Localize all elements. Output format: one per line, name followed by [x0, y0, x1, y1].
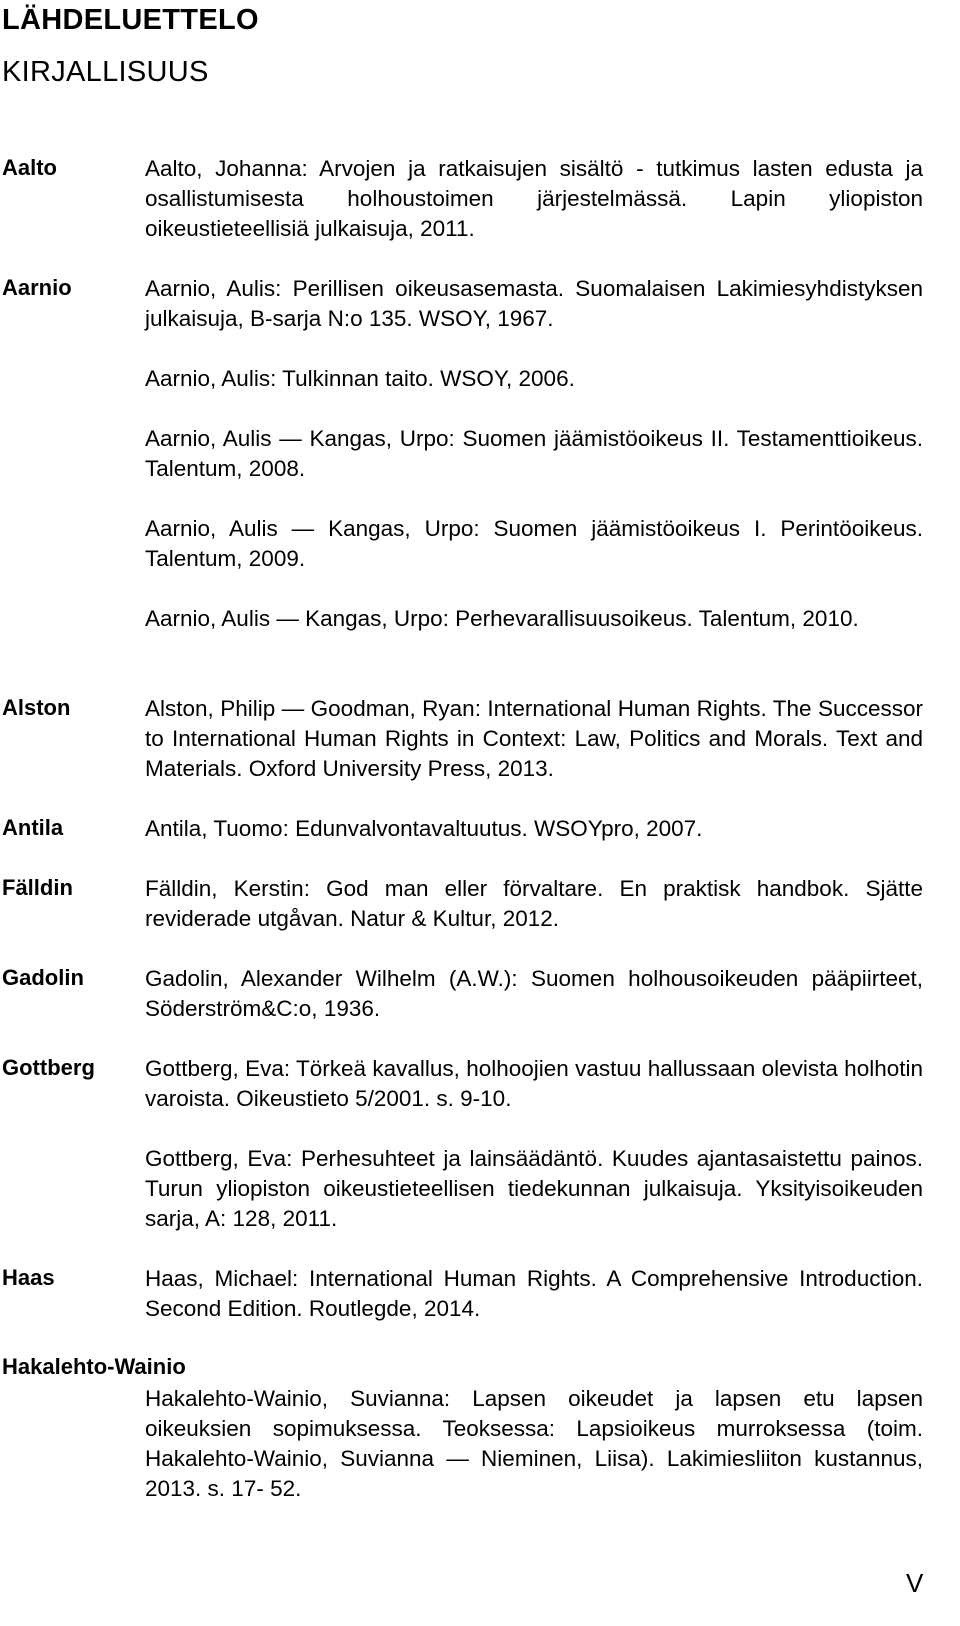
author-alston: Alston	[2, 695, 71, 720]
author-gadolin: Gadolin	[2, 965, 84, 990]
ref-aarnio-1: Aarnio, Aulis: Perillisen oikeusasemasta. Suomalaisen Lakimiesyhdistyksen julkaisuja, B-sarja N:o 135. WSOY, 1967.	[145, 276, 923, 331]
ref-gottberg-2: Gottberg, Eva: Perhesuhteet ja lainsäädäntö. Kuudes ajantasaistettu painos. Turun yliopiston oikeustieteellisen tiedekunnan julkaisuja. Yksityisoikeuden sarja, A: 128, 2011.	[145, 1146, 923, 1231]
author-antila: Antila	[2, 815, 64, 840]
ref-aarnio-4: Aarnio, Aulis — Kangas, Urpo: Suomen jäämistöoikeus I. Perintöoikeus. Talentum, 2009.	[145, 516, 923, 571]
ref-aalto-1: Aalto, Johanna: Arvojen ja ratkaisujen sisältö - tutkimus lasten edusta ja osallistumisesta holhoustoimen järjestelmässä. Lapin yliopiston oikeustieteellisiä julkaisuja, 2011.	[145, 156, 923, 241]
ref-aarnio-5: Aarnio, Aulis — Kangas, Urpo: Perhevarallisuusoikeus. Talentum, 2010.	[145, 606, 859, 631]
page-number: V	[906, 1568, 924, 1598]
ref-gadolin-1: Gadolin, Alexander Wilhelm (A.W.): Suomen holhousoikeuden pääpiirteet, Söderström&C:o, 1936.	[145, 966, 923, 1021]
page-title: LÄHDELUETTELO	[2, 4, 259, 36]
ref-aarnio-2: Aarnio, Aulis: Tulkinnan taito. WSOY, 2006.	[145, 366, 575, 391]
ref-falldin-1: Fälldin, Kerstin: God man eller förvaltare. En praktisk handbok. Sjätte reviderade utgåvan. Natur & Kultur, 2012.	[145, 876, 923, 931]
ref-aarnio-3: Aarnio, Aulis — Kangas, Urpo: Suomen jäämistöoikeus II. Testamenttioikeus. Talentum, 2008.	[145, 426, 923, 481]
ref-gottberg-1: Gottberg, Eva: Törkeä kavallus, holhoojien vastuu hallussaan olevista holhotin varoista. Oikeustieto 5/2001. s. 9-10.	[145, 1056, 923, 1111]
ref-antila-1: Antila, Tuomo: Edunvalvontavaltuutus. WSOYpro, 2007.	[145, 816, 703, 841]
ref-hakalehto-wainio-1: Hakalehto-Wainio, Suvianna: Lapsen oikeudet ja lapsen etu lapsen oikeuksien sopimuksessa. Teoksessa: Lapsioikeus murroksessa (toim. Hakalehto-Wainio, Suvianna — Nieminen, Liisa). Lakimiesliiton kustannus, 2013. s. 17- 52.	[145, 1386, 923, 1501]
ref-alston-1: Alston, Philip — Goodman, Ryan: International Human Rights. The Successor to International Human Rights in Context: Law, Politics and Morals. Text and Materials. Oxford University Press, 2013.	[145, 696, 923, 781]
author-aarnio: Aarnio	[2, 275, 72, 300]
author-gottberg: Gottberg	[2, 1055, 95, 1080]
ref-haas-1: Haas, Michael: International Human Rights. A Comprehensive Introduction. Second Edition. Routlegde, 2014.	[145, 1266, 923, 1321]
author-hakalehto-wainio: Hakalehto-Wainio	[2, 1354, 186, 1379]
author-haas: Haas	[2, 1265, 55, 1290]
section-subtitle: KIRJALLISUUS	[2, 56, 209, 88]
author-falldin: Fälldin	[2, 875, 73, 900]
author-aalto: Aalto	[2, 155, 57, 180]
